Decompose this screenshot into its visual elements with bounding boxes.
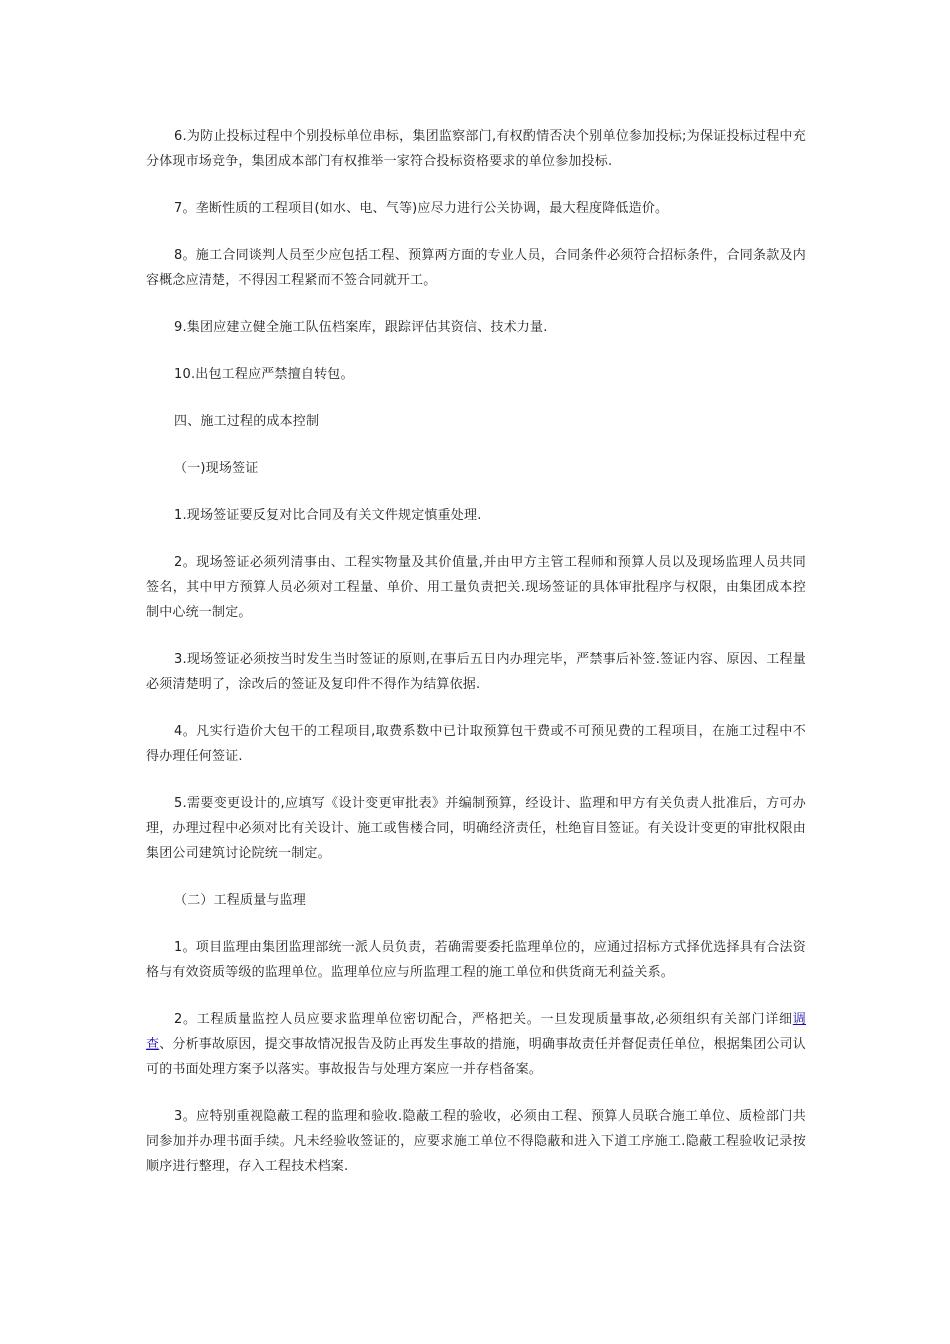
subsection-heading-quality-supervision: （二）工程质量与监理 <box>174 893 307 908</box>
paragraph-item-9: 9.集团应建立健全施工队伍档案库，跟踪评估其资信、技术力量. <box>174 320 548 335</box>
quality-item-2 <box>146 1007 806 1082</box>
visa-item-5: 5.需要变更设计的,应填写《设计变更审批表》并编制预算，经设计、监理和甲方有关负责人批准后，方可办理，办理过程中必须对比有关设计、施工或售楼合同，明确经济责任，杜绝盲目签证。有关设计变更的审批权限由集团公司建筑讨论院统一制定。 <box>146 796 807 861</box>
quality-item-1: 1。项目监理由集团监理部统一派人员负责，若确需要委托监理单位的，应通过招标方式择优选择具有合法资格与有效资质等级的监理单位。监理单位应与所监理工程的施工单位和供货商无利益关系。 <box>146 940 806 980</box>
subsection-heading-site-visa: （一)现场签证 <box>174 461 259 476</box>
paragraph-item-8: 8。施工合同谈判人员至少应包括工程、预算两方面的专业人员，合同条件必须符合招标条件，合同条款及内容概念应清楚，不得因工程紧而不签合同就开工。 <box>146 248 806 288</box>
paragraph-item-7: 7。垄断性质的工程项目(如水、电、气等)应尽力进行公关协调，最大程度降低造价。 <box>174 201 669 216</box>
paragraph-item-6: 6.为防止投标过程中个别投标单位串标，集团监察部门,有权酌情否决个别单位参加投标;为保证投标过程中充分体现市场竞争，集团成本部门有权推举一家符合投标资格要求的单位参加投标. <box>146 129 806 169</box>
paragraph-item-10: 10.出包工程应严禁擅自转包。 <box>174 367 354 382</box>
section-heading-cost-control: 四、施工过程的成本控制 <box>174 414 320 429</box>
visa-item-4: 4。凡实行造价大包干的工程项目,取费系数中已计取预算包干费或不可预见费的工程项目，在施工过程中不得办理任何签证. <box>146 724 806 764</box>
quality-item-3: 3。应特别重视隐蔽工程的监理和验收.隐蔽工程的验收，必须由工程、预算人员联合施工单位、质检部门共同参加并办理书面手续。凡未经验收签证的，应要求施工单位不得隐蔽和进入下道工序施工.隐蔽工程验收记录按顺序进行整理，存入工程技术档案. <box>146 1109 806 1174</box>
visa-item-2: 2。现场签证必须列清事由、工程实物量及其价值量,并由甲方主管工程师和预算人员以及现场监理人员共同签名，其中甲方预算人员必须对工程量、单价、用工量负责把关.现场签证的具体审批程序与权限，由集团成本控制中心统一制定。 <box>146 555 806 620</box>
investigation-link[interactable]: 调查 <box>146 1012 806 1052</box>
visa-item-3: 3.现场签证必须按当时发生当时签证的原则,在事后五日内办理完毕，严禁事后补签.签证内容、原因、工程量必须清楚明了，涂改后的签证及复印件不得作为结算依据. <box>146 652 806 692</box>
document-body <box>146 124 806 1179</box>
quality-item-2-after: 、分析事故原因，提交事故情况报告及防止再发生事故的措施，明确事故责任并督促责任单位，根据集团公司认可的书面处理方案予以落实。事故报告与处理方案应一并存档备案。 <box>146 1037 807 1077</box>
quality-item-2-before: 2。工程质量监控人员应要求监理单位密切配合，严格把关。一旦发现质量事故,必须组织有关部门详细 <box>174 1012 793 1027</box>
visa-item-1: 1.现场签证要反复对比合同及有关文件规定慎重处理. <box>174 508 482 523</box>
